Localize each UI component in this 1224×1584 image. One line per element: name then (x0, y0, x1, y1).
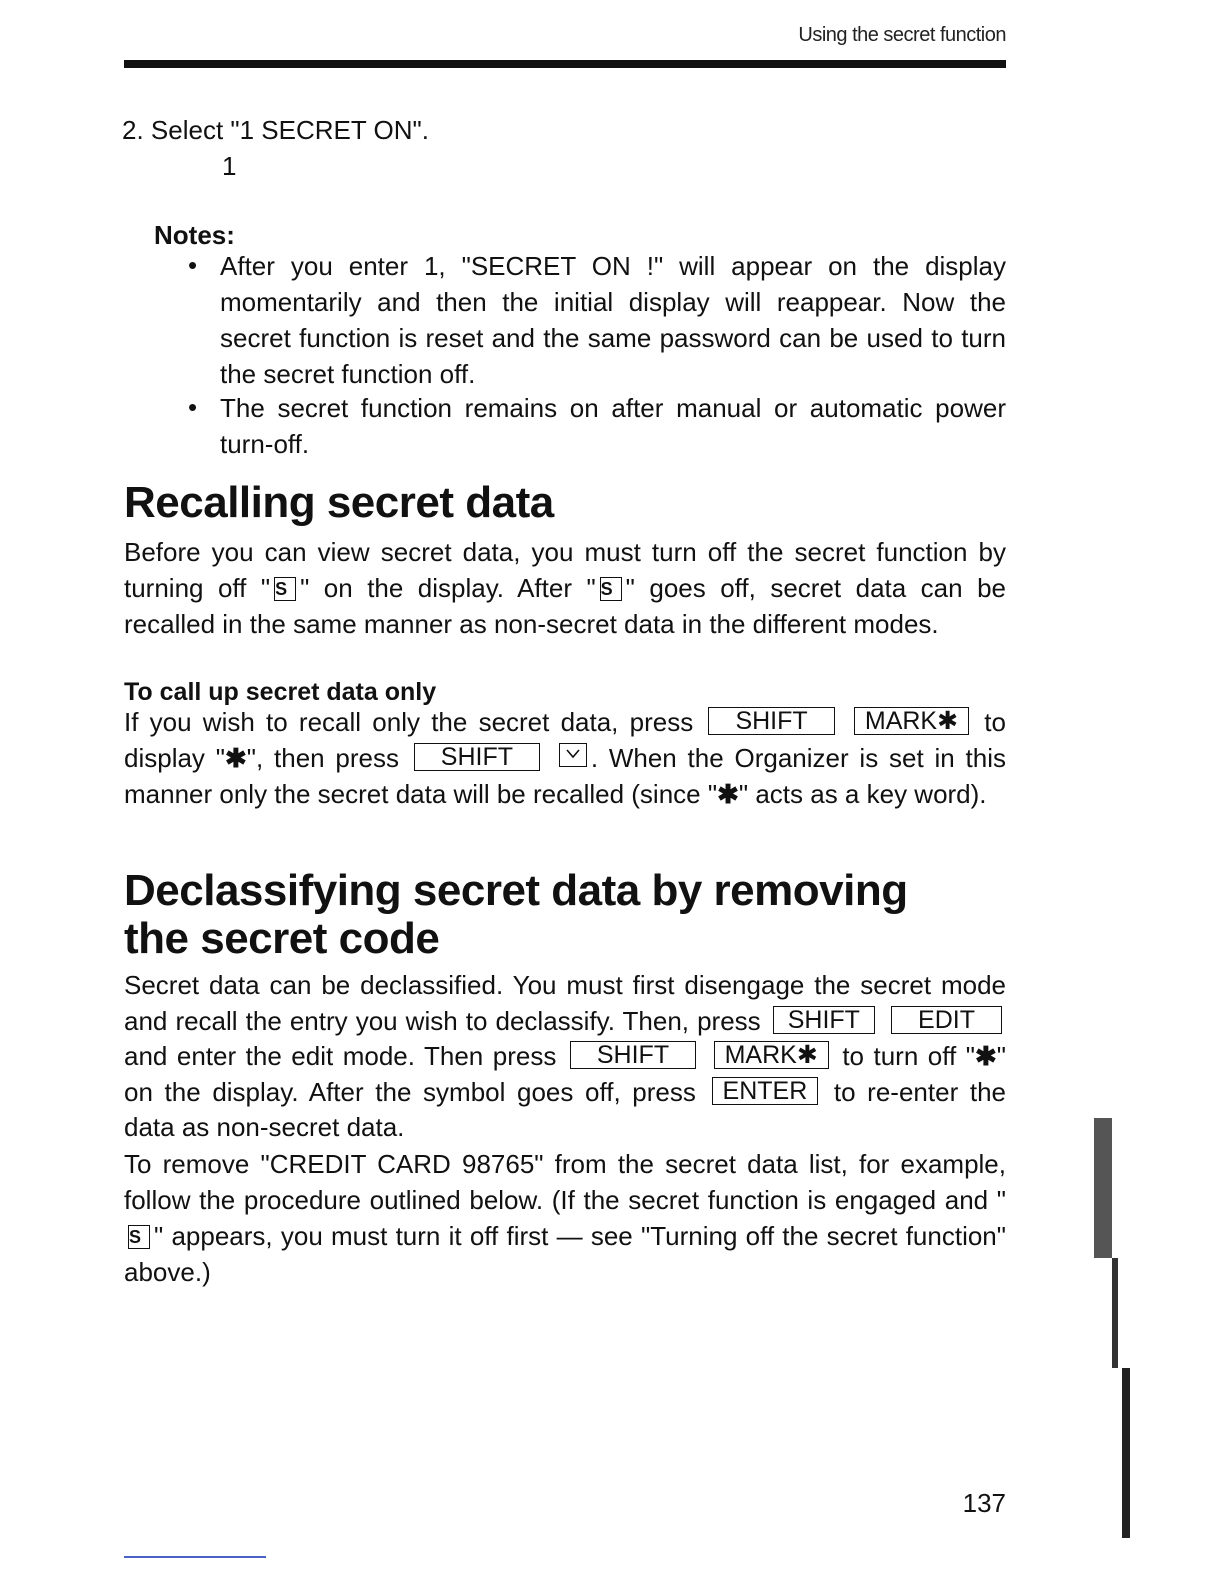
scan-edge-mark (1112, 1258, 1118, 1368)
header-rule (124, 60, 1006, 68)
notes-label: Notes: (154, 220, 235, 250)
star-icon: ✱ (717, 779, 739, 809)
section-heading-recalling: Recalling secret data (124, 478, 554, 527)
mark-key: MARK✱ (854, 707, 969, 735)
text-run: and enter the edit mode. Then press (124, 1041, 557, 1071)
text-run: to re-enter the data as non-secret data. (124, 1076, 1006, 1142)
subheading-call-up: To call up secret data only (124, 678, 437, 706)
text-run: to turn off " (842, 1041, 975, 1071)
star-icon: ✱ (974, 1041, 997, 1071)
text-run: If you wish to recall only the secret data, press (124, 707, 694, 737)
step-instruction: 2. Select "1 SECRET ON". (122, 115, 429, 145)
bullet-icon: • (188, 250, 198, 280)
section-heading-declassify-line1: Declassifying secret data by removing (124, 866, 908, 915)
enter-key: ENTER (712, 1077, 819, 1105)
bullet-icon: • (188, 392, 198, 422)
section-heading-declassify-line2: the secret code (124, 914, 440, 963)
call-up-paragraph (124, 704, 1006, 812)
note-item: After you enter 1, "SECRET ON !" will appear on the display momentarily and then the initial display will reappear. Now the secret function is reset and the same password can be used to turn the secret function off. (220, 251, 1006, 389)
text-run: " goes off, secret data can be recalled in the same manner as non-secret data in the different modes. (124, 573, 1006, 639)
mark-key: MARK✱ (714, 1041, 829, 1069)
running-header: Using the secret function (798, 24, 1006, 46)
shift-key: SHIFT (773, 1006, 875, 1034)
shift-key: SHIFT (708, 707, 834, 735)
text-run: " acts as a key word). (738, 779, 987, 809)
text-run: . When the Organizer is set in this manner only the secret data will be recalled (since " (124, 743, 1006, 809)
chevron-down-key-icon (559, 743, 587, 767)
text-run: Before you can view secret data, you must turn off the secret function by turning off " (124, 537, 1006, 603)
footer-rule (124, 1556, 266, 1558)
shift-key: SHIFT (414, 743, 540, 771)
text-run: " on the display. After " (300, 573, 596, 603)
scan-edge-mark (1122, 1368, 1130, 1538)
declassify-paragraph (124, 968, 1006, 1146)
secret-s-icon: S (274, 577, 296, 601)
shift-key: SHIFT (570, 1041, 696, 1069)
secret-s-icon: S (128, 1225, 150, 1249)
secret-s-icon: S (600, 577, 622, 601)
text-run: " appears, you must turn it off first — see "Turning off the secret function" above.) (124, 1221, 1006, 1287)
example-paragraph (124, 1146, 1006, 1290)
star-icon: ✱ (224, 743, 247, 773)
text-run: to display " (124, 707, 1006, 773)
text-run: Secret data can be declassified. You must first disengage the secret mode and recall the entry you wish to declassify. Then, press (124, 970, 1006, 1036)
recalling-paragraph (124, 534, 1006, 642)
note-item: The secret function remains on after manual or automatic power turn-off. (220, 393, 1006, 459)
edit-key: EDIT (891, 1006, 1002, 1034)
step-key-entry: 1 (222, 151, 237, 181)
text-run: ", then press (246, 743, 399, 773)
text-run: " on the display. After the symbol goes off, press (124, 1041, 1007, 1107)
page-number: 137 (962, 1488, 1006, 1518)
text-run: To remove "CREDIT CARD 98765" from the secret data list, for example, follow the procedure outlined below. (If the secret function is engaged and " (124, 1149, 1006, 1215)
scan-edge-mark (1094, 1118, 1112, 1258)
